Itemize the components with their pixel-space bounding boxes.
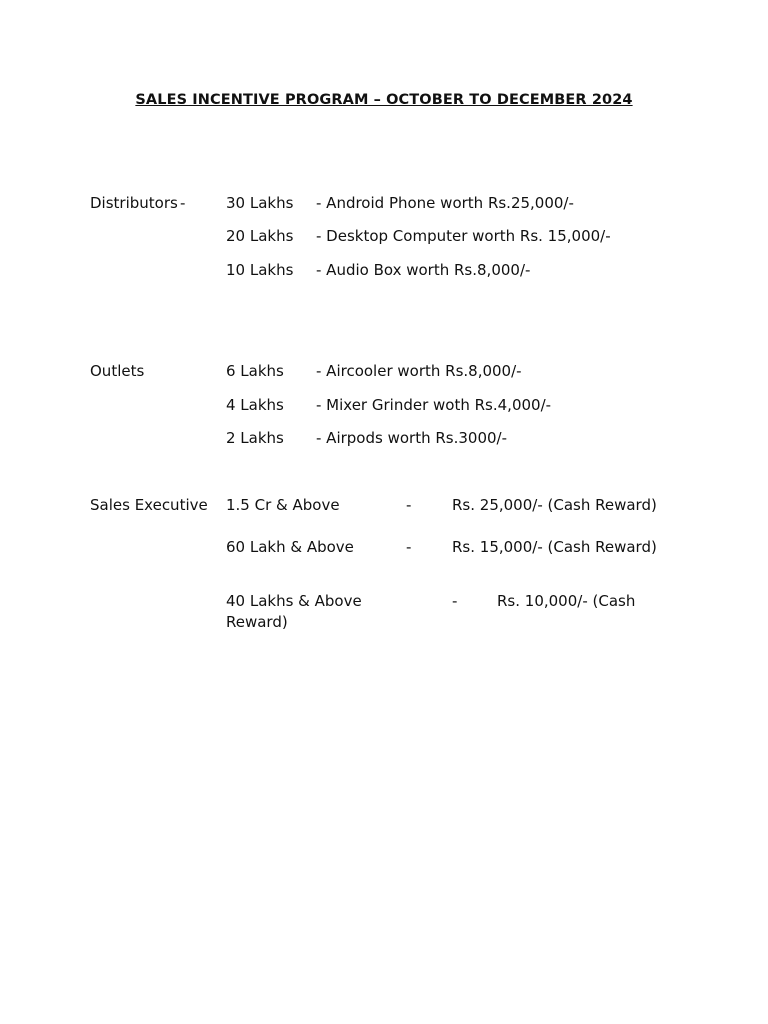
sales-exec-amount: 40 Lakhs & Above bbox=[226, 592, 362, 610]
distributor-amount: 30 Lakhs bbox=[226, 194, 294, 212]
sales-exec-reward-wrap: Reward) bbox=[226, 613, 288, 631]
page-title: SALES INCENTIVE PROGRAM – OCTOBER TO DECEMBER 2024 bbox=[135, 92, 633, 108]
distributor-amount: 10 Lakhs bbox=[226, 261, 294, 279]
distributor-amount: 20 Lakhs bbox=[226, 227, 294, 245]
distributors-label: Distributors bbox=[90, 194, 178, 212]
sales-exec-reward: Rs. 10,000/- (Cash bbox=[497, 592, 636, 610]
distributors-dash: - bbox=[180, 194, 186, 212]
sales-exec-reward: Rs. 15,000/- (Cash Reward) bbox=[452, 538, 657, 556]
sales-executive-label: Sales Executive bbox=[90, 496, 208, 514]
outlet-amount: 2 Lakhs bbox=[226, 429, 284, 447]
outlet-reward: - Mixer Grinder woth Rs.4,000/- bbox=[316, 396, 552, 414]
outlet-amount: 6 Lakhs bbox=[226, 362, 284, 380]
distributor-reward: - Audio Box worth Rs.8,000/- bbox=[316, 261, 531, 279]
sales-exec-reward: Rs. 25,000/- (Cash Reward) bbox=[452, 496, 657, 514]
outlet-reward: - Aircooler worth Rs.8,000/- bbox=[316, 362, 522, 380]
distributor-reward: - Desktop Computer worth Rs. 15,000/- bbox=[316, 227, 611, 245]
sales-exec-dash: - bbox=[406, 538, 412, 556]
sales-exec-amount: 1.5 Cr & Above bbox=[226, 496, 340, 514]
sales-exec-dash: - bbox=[406, 496, 412, 514]
outlet-reward: - Airpods worth Rs.3000/- bbox=[316, 429, 507, 447]
sales-exec-dash: - bbox=[452, 592, 458, 610]
distributor-reward: - Android Phone worth Rs.25,000/- bbox=[316, 194, 574, 212]
outlets-label: Outlets bbox=[90, 362, 145, 380]
outlet-amount: 4 Lakhs bbox=[226, 396, 284, 414]
sales-exec-amount: 60 Lakh & Above bbox=[226, 538, 354, 556]
